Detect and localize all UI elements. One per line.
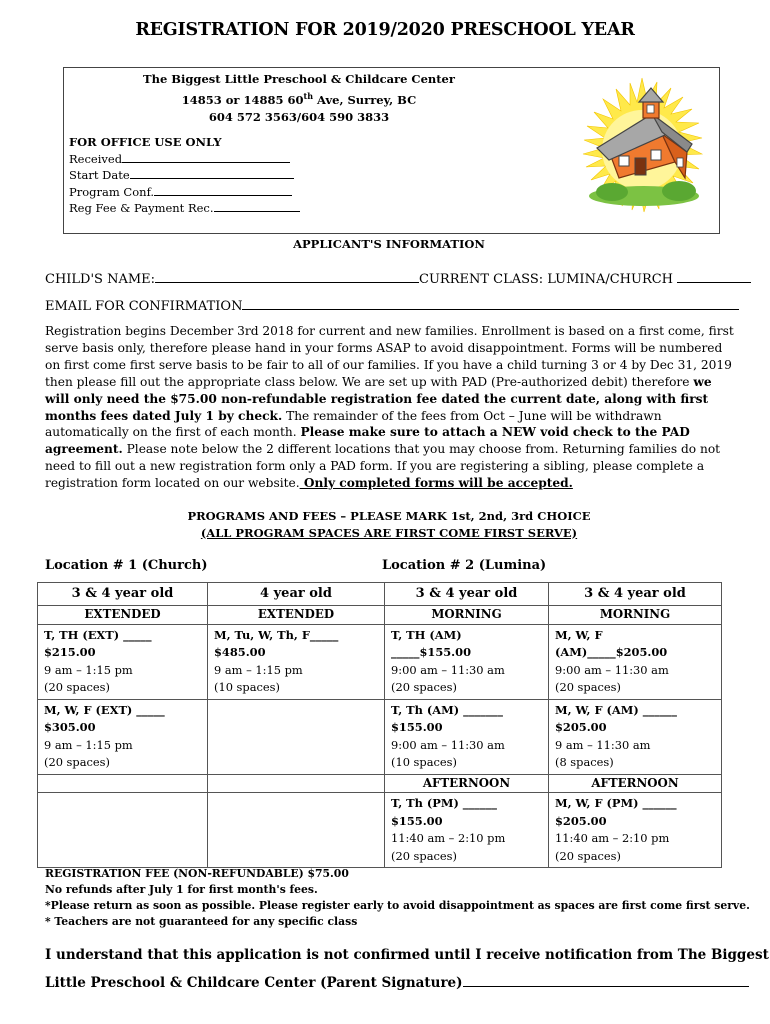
program-conf-field[interactable]: Program Conf.: [69, 184, 300, 201]
school-address: 14853 or 14885 60th Ave, Surrey, BC: [181, 91, 417, 107]
program-option[interactable]: M, W, F (PM) ______ $205.00 11:40 am – 2:10 pm (20 spaces): [549, 793, 722, 868]
session-header: AFTERNOON: [385, 774, 549, 793]
parent-signature-input[interactable]: [463, 972, 749, 987]
afternoon-header-row: [38, 774, 722, 793]
table-header-row: [38, 583, 722, 606]
program-option[interactable]: T, TH (AM) _____$155.00 9:00 am – 11:30 am (20 spaces): [385, 624, 549, 699]
received-field[interactable]: Received: [69, 151, 300, 168]
office-use-block: [69, 134, 300, 217]
program-option[interactable]: M, Tu, W, Th, F_____ $485.00 9 am – 1:15 pm (10 spaces): [208, 624, 385, 699]
program-option[interactable]: T, Th (AM) _______ $155.00 9:00 am – 11:30 am (10 spaces): [385, 699, 549, 774]
program-option[interactable]: M, W, F (AM)_____$205.00 9:00 am – 11:30 am (20 spaces): [549, 624, 722, 699]
table-row: [38, 699, 722, 774]
page-title: REGISTRATION FOR 2019/2020 PRESCHOOL YEAR: [135, 20, 635, 40]
empty-cell: [38, 774, 208, 793]
email-row: [45, 297, 739, 314]
programs-heading: PROGRAMS AND FEES – PLEASE MARK 1st, 2nd, 3rd CHOICE (ALL PROGRAM SPACES ARE FIRST COME FIRST SERVE): [187, 509, 591, 540]
table-subheader-row: [38, 606, 722, 625]
email-input[interactable]: [242, 297, 739, 310]
reg-fee-field[interactable]: Reg Fee & Payment Rec.: [69, 200, 300, 217]
statement-line-1: I understand that this application is not confirmed until I receive notification from The Biggest: [45, 947, 769, 963]
fees-table: [37, 582, 722, 868]
program-option[interactable]: M, W, F (AM) ______ $205.00 9 am – 11:30 am (8 spaces): [549, 699, 722, 774]
current-class-label: CURRENT CLASS: LUMINA/CHURCH: [419, 272, 674, 287]
session-header: MORNING: [385, 606, 549, 625]
header-box: [63, 67, 720, 234]
table-row: [38, 624, 722, 699]
column-header: 3 & 4 year old: [38, 583, 208, 606]
empty-cell: [208, 793, 385, 868]
session-header: AFTERNOON: [549, 774, 722, 793]
location-2-label: Location # 2 (Lumina): [382, 558, 547, 573]
statement-line-2: Little Preschool & Childcare Center (Parent Signature): [45, 969, 769, 997]
current-class-input[interactable]: [677, 270, 751, 283]
program-option[interactable]: M, W, F (EXT) _____ $305.00 9 am – 1:15 pm (20 spaces): [38, 699, 208, 774]
schoolhouse-illustration: [567, 74, 717, 219]
child-name-label: CHILD'S NAME:: [45, 272, 156, 287]
column-header: 3 & 4 year old: [549, 583, 722, 606]
column-header: 3 & 4 year old: [385, 583, 549, 606]
column-header: 4 year old: [208, 583, 385, 606]
note-refunds: No refunds after July 1 for first month's fees.: [45, 883, 318, 896]
table-row: [38, 793, 722, 868]
program-option[interactable]: T, Th (PM) ______ $155.00 11:40 am – 2:10 pm (20 spaces): [385, 793, 549, 868]
fee-notes: [45, 866, 750, 930]
child-name-input[interactable]: [155, 270, 419, 283]
session-header: MORNING: [549, 606, 722, 625]
empty-cell: [38, 793, 208, 868]
session-header: EXTENDED: [208, 606, 385, 625]
note-return-asap: *Please return as soon as possible. Please register early to avoid disappointment as spaces are first come first serve.: [45, 899, 750, 912]
school-info: [64, 71, 534, 126]
session-header: EXTENDED: [38, 606, 208, 625]
program-option[interactable]: T, TH (EXT) _____ $215.00 9 am – 1:15 pm (20 spaces): [38, 624, 208, 699]
email-label: EMAIL FOR CONFIRMATION: [45, 299, 243, 314]
empty-cell: [208, 774, 385, 793]
applicant-heading: APPLICANT'S INFORMATION: [293, 237, 485, 251]
office-heading: FOR OFFICE USE ONLY: [69, 135, 222, 149]
location-1-label: Location # 1 (Church): [45, 558, 208, 573]
note-teachers: * Teachers are not guaranteed for any specific class: [45, 915, 358, 928]
child-name-row: [45, 270, 751, 287]
registration-paragraph: Registration begins December 3rd 2018 for current and new families. Enrollment is based on a first come, first serve basis only, therefore please hand in your forms ASAP to avoid disappointment. Forms will be numbered on first come first serve basis to be fair to all of our families. If you have a child turning 3 or 4 by Dec 31, 2019 then please fill out the appropriate class below. We are set up with PAD (Pre-authorized debit) therefore we will only need the $75.00 non-refundable registration fee dated the current date, along with first months fees dated July 1 by check. The remainder of the fees from Oct – June will be withdrawn automatically on the first of each month. Please make sure to attach a NEW void check to the PAD agreement. Please note below the 2 different locations that you may choose from. Returning families do not need to fill out a new registration form only a PAD form. If you are registering a sibling, please complete a registration form located on our website. Only completed forms will be accepted.: [45, 324, 734, 491]
start-date-field[interactable]: Start Date: [69, 167, 300, 184]
school-name: The Biggest Little Preschool & Childcare Center: [143, 72, 455, 86]
note-registration-fee: REGISTRATION FEE (NON-REFUNDABLE) $75.00: [45, 867, 349, 880]
school-phones: 604 572 3563/604 590 3833: [208, 109, 390, 124]
empty-cell: [208, 699, 385, 774]
signature-statement: [45, 941, 769, 997]
